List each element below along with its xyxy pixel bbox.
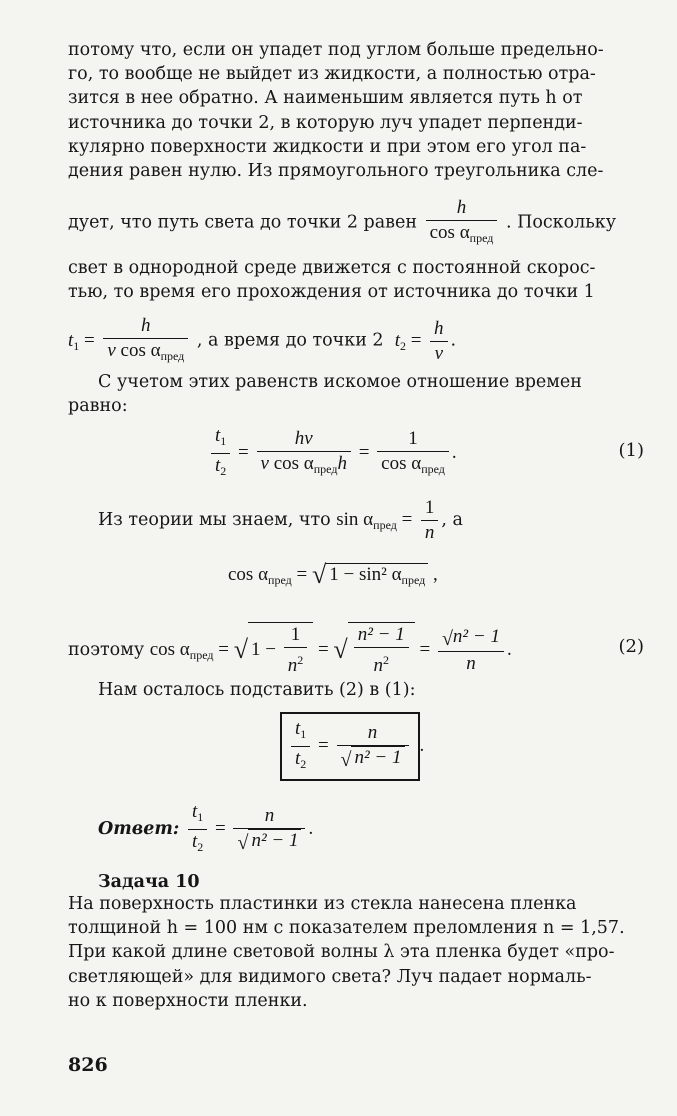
fraction-h-over-vcos: $\frac{h}{v \cos \alpha_{пред}}$ [103, 314, 188, 368]
equation-1: $\frac{t_1}{t_2}$ = $\frac{hv}{v \cos \alpha_{пред}h}$ = $\frac{1}{\cos \alpha_{пред}}$ . [208, 424, 457, 483]
equation-cos-sqrt: $\cos \alpha_{пред}$ = √ 1 − sin² $\alpha_{пред}$ , [228, 560, 438, 589]
paragraph-1: потому что, если он упадет под углом больше предельно- го, то вообще не выйдет из жидкости, а полностью отра- зится в нее обратно. А наименьшим является путь h от источника до точки 2, в которую луч упадет перпенди- кулярно поверхности жидкости и при этом его угол па- дения равен нулю. Из прямоугольного треугольника сле- [68, 40, 604, 182]
fraction-h-over-cos: $\frac{h}{\cos \alpha_{пред}}$ [426, 196, 498, 250]
equation-2-number: (2) [618, 636, 644, 657]
line-theory: Из теории мы знаем, что $\sin \alpha_{пред}$ = $\frac{1}{n}$ , а [98, 497, 463, 543]
fraction-h-over-v: $\frac{h}{v}$ [430, 317, 448, 366]
line-path-formula: дует, что путь света до точки 2 равен $\frac{h}{\cos \alpha_{пред}}$ . Поскольку [68, 196, 616, 250]
formula-t1: $t_1$ = [68, 329, 95, 353]
problem-heading: Задача 10 [98, 872, 200, 892]
problem-text: На поверхность пластинки из стекла нанесена пленка толщиной h = 100 нм с показателем преломления n = 1,57. При какой длине световой волны λ эта пленка будет «про- светляющей» для видимого света? Луч падает нормаль- но к поверхности пленки. [68, 894, 625, 1011]
paragraph-2: свет в однородной среде движется с постоянной скорос- тью, то время его прохождения от источника до точки 1 [68, 258, 596, 303]
equation-2: поэтому $\cos \alpha_{пред}$ = √ 1 − $\frac{1}{n^2}$ = √ $\frac{\text{n² − 1}}{n^2}$ = $\frac{\text{√n² − 1}}{n}$ . [68, 624, 512, 676]
formula-t2: $t_2$ = [394, 329, 422, 353]
equation-1-number: (1) [618, 440, 644, 461]
boxed-result: $\frac{t_1}{t_2}$ = $\frac{n}{\text{√ n² − 1}}$ . [280, 712, 424, 781]
line-t1-t2: $t_1$ = $\frac{h}{v \cos \alpha_{пред}}$ , а время до точки 2 $t_2$ = $\frac{h}{v}$ . [68, 314, 456, 368]
page-number: 826 [68, 1054, 108, 1076]
paragraph-3: С учетом этих равенств искомое отношение времен равно: [68, 372, 582, 417]
line-substitute: Нам осталось подставить (2) в (1): [98, 680, 416, 700]
answer-line: Ответ: $\frac{t_1}{t_2}$ = $\frac{n}{\text{√ n² − 1}}$ . [98, 801, 314, 854]
